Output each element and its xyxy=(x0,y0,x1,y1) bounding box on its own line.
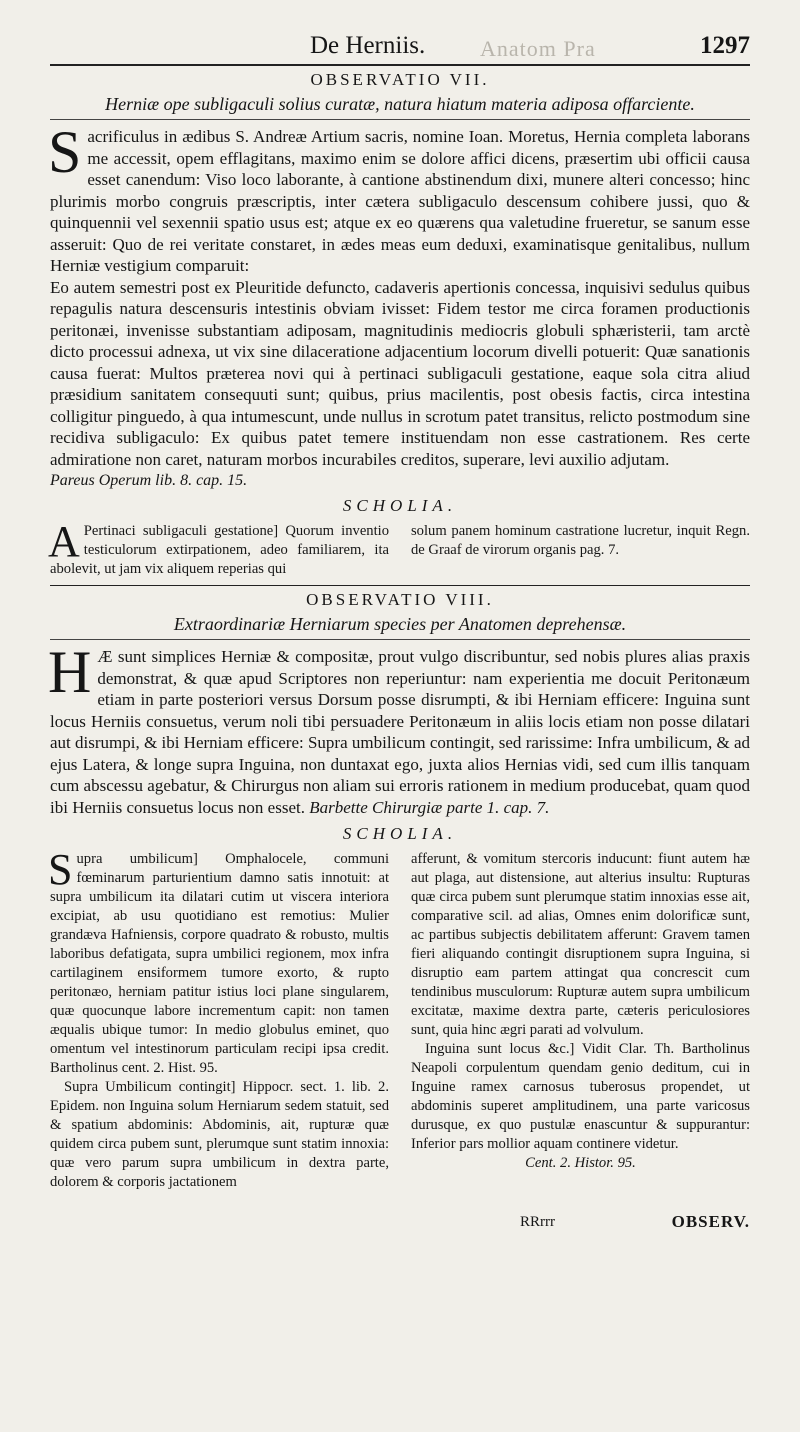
scholia-1-columns xyxy=(48,517,750,579)
running-title: De Herniis. xyxy=(310,32,426,59)
scholia-2-heading: SCHOLIA. xyxy=(342,824,458,843)
scholia-1-right-column xyxy=(411,522,750,579)
drop-cap: S xyxy=(48,845,73,894)
scholia-2-left-column xyxy=(48,845,389,1192)
observation-7-title: Herniæ ope subligaculi solius curatæ, natura hiatum materia adiposa offarciente. xyxy=(50,94,750,120)
observation-7-heading: OBSERVATIO VII. xyxy=(310,70,490,89)
observation-8-source: Barbette Chirurgiæ parte 1. cap. 7. xyxy=(309,797,550,817)
scholia-1-heading: SCHOLIA. xyxy=(342,496,458,515)
scholia-2-columns xyxy=(48,845,750,1192)
scholia-2-right-column xyxy=(411,850,750,1192)
section-rule xyxy=(50,585,750,586)
scholia-1-right-text: solum panem hominum castratione lucretur, inquit Regn. de Graaf de virorum organis pag. 7. xyxy=(411,523,750,558)
scholia-1-left-body: Pertinaci subligaculi gestatione] Quorum inventio testiculorum extirpationem, adeo familiarem, ita abolevit, ut jam vix aliquem reperias qui xyxy=(50,523,389,577)
bleed-through-text: Anatom Pra xyxy=(480,36,596,61)
observation-7-paragraph-1 xyxy=(48,119,750,277)
drop-cap: S xyxy=(48,119,82,185)
scholia-2-left-paragraph-1-text: upra umbilicum] Omphalocele, communi fœminarum parturientium damno satis innotuit: at supra umbilicum ita dilatari cutim ut viscera interiora excipiat, ab usu quotidiano est remotius: Mulier grandæva Hafniensis, corpore quadrato & robusto, multis laboribus defatigata, supra umbilici regionem, mox infra cartilaginem ensiformem tumore exorto, & rupto peritonæo, herniam patitur istius loci plane singularem, quæ quocunque labore incrementum capit: non tamen æqualis ubique tumor: In medio globulus eminet, quo omentum vel intestinorum particulam recipi ipsa credit. Bartholinus cent. 2. Hist. 95. xyxy=(50,851,389,1076)
scholia-1-left-text xyxy=(48,517,389,579)
observation-7-source: Pareus Operum lib. 8. cap. 15. xyxy=(50,472,248,489)
observation-8-paragraph-1 xyxy=(48,639,750,818)
drop-cap: H xyxy=(48,639,92,705)
scholia-2-right-paragraph-1: afferunt, & vomitum stercoris inducunt: fiunt autem hæ aut plaga, aut distensione, aut alterius insultu: Rupturas quæ circa pubem sunt plerumque statim innoxias esse ait, comparative scil. ad alias, Omnes enim dolorificæ sunt, ac partibus subjectis debilitatem afferunt: Gravem tamen fieri aliquando contingit disruptionem supra Inguina, si disruptio eam partem attingat qua concrescit cum tendinibus musculorum: Rupturæ autem supra umbilicum excitatæ, maxime dextra parte, cæteris periculosiores sunt, quia hinc ægri parati ad volvulum. xyxy=(411,851,750,1038)
scholia-1-left-column xyxy=(48,517,389,579)
observation-8-title: Extraordinariæ Herniarum species per Anatomen deprehensæ. xyxy=(50,614,750,640)
page-number: 1297 xyxy=(700,32,750,59)
scholia-2-left-paragraph-2: Supra Umbilicum contingit] Hippocr. sect. 1. lib. 2. Epidem. non Inguina solum Herniarum sedem statuit, sed & spatium abdominis: Abdominis, ait, rupturæ quæ quidem circa pubem sunt, plerumque sunt statim innoxia: quæ vero parum supra umbilicum in dextra parte, dolorem & corporis jactationem xyxy=(50,1079,389,1190)
drop-cap: A xyxy=(48,517,80,566)
observation-7-paragraph-2: Eo autem semestri post ex Pleuritide defuncto, cadaveris apertionis concessa, inquisivi sedulus quibus repagulis natura descensuris intestinis obviam ivisset: Fidem testor me circa foramen productionis peritonæi, invenisse substantiam adiposam, magnitudinis mediocris globuli sphæristerii, tam arctè dicto processui adnexa, ut vix sine dilaceratione adjacentium locorum divelli potuerit: Quæ sanationis causa fuerat: Multos præterea novi qui à pertinaci subligaculi gestatione, eaque sola citra aliud præsidium sanitatem consequuti sunt; quibus, prius macilentis, post obesis factis, circa intestina colligitur pinguedo, à qua intumescunt, unde nullus in scrotum patet transitus, relicto postmodum sine recidiva subligaculo: Ex quibus patet temere instituendam non esse castrationem. Res certe admiratione non caret, naturam morbos incurabiles creditos, superare, levi auxilio adjutam. xyxy=(50,277,750,469)
page-footer xyxy=(50,1210,750,1240)
scholia-2-right-paragraph-2: Inguina sunt locus &c.] Vidit Clar. Th. Bartholinus Neapoli corpulentum quendam genio deditum, cui in Inguine ramex carnosus tuberosus propendet, ut abdominis superet amplitudinem, una parte varicosus durusque, ex quo pustulæ enascuntur & suppurantur: Inferior pars mollior aquam continere videtur. xyxy=(411,1041,750,1152)
signature-mark: RRrrr xyxy=(520,1214,555,1230)
scholia-2-left-paragraph-1 xyxy=(48,845,389,1078)
running-head xyxy=(50,30,750,64)
scholia-2-right-citation: Cent. 2. Histor. 95. xyxy=(525,1155,636,1171)
catchword: OBSERV. xyxy=(671,1212,750,1231)
observation-8-heading: OBSERVATIO VIII. xyxy=(306,590,494,609)
observation-7-paragraph-1-text: acrificulus in ædibus S. Andreæ Artium sacris, nomine Ioan. Moretus, Hernia completa laborans me accessit, opem efflagitans, maximo enim se dolore affici dicens, præsertim ubi officii causa esset canendum: Viso loco laborante, à cantione abstinendum dixi, munere alteri concesso; hinc plurimis morbo congruis præscriptis, inter cætera subligaculo descensum cohibere jussi, quo & quinquennii vel sexennii spatio usus est; atque ex eo quærens qua valetudine frueretur, se sanum esse asseruit: Quo de rei veritate constaret, in ædes meas eum deduxi, examinatisque genitalibus, nullum Herniæ vestigium comparuit: xyxy=(50,127,750,275)
observation-8-paragraph-1-text: Æ sunt simplices Herniæ & compositæ, prout vulgo discribuntur, sed nobis plures alias praxis demonstrat, & quæ apud Scriptores non reperiuntur: nam experientia me docuit Peritonæum etiam in parte posteriori versus Dorsum posse disrumpti, & ibi Herniam efficere: Inguina sunt locus Herniis consuetus, verum noli tibi persuadere Peritonæum in aliis locis etiam non posse dilatari aut disrumpi, & ibi Herniam efficere: Supra umbilicum contingit, sed rarissime: Infra umbilicum, & ad ejus Latera, & longe supra Inguina, non duntaxat ego, juxta alios Hernias vidi, sed cum illis tanquam cum abscessu agebatur, & Chirurgus non aliam sui erroris rationem in medium producebat, quam quod ibi Herniis consuetus locus non esset. xyxy=(50,647,750,817)
header-rule xyxy=(50,64,750,66)
